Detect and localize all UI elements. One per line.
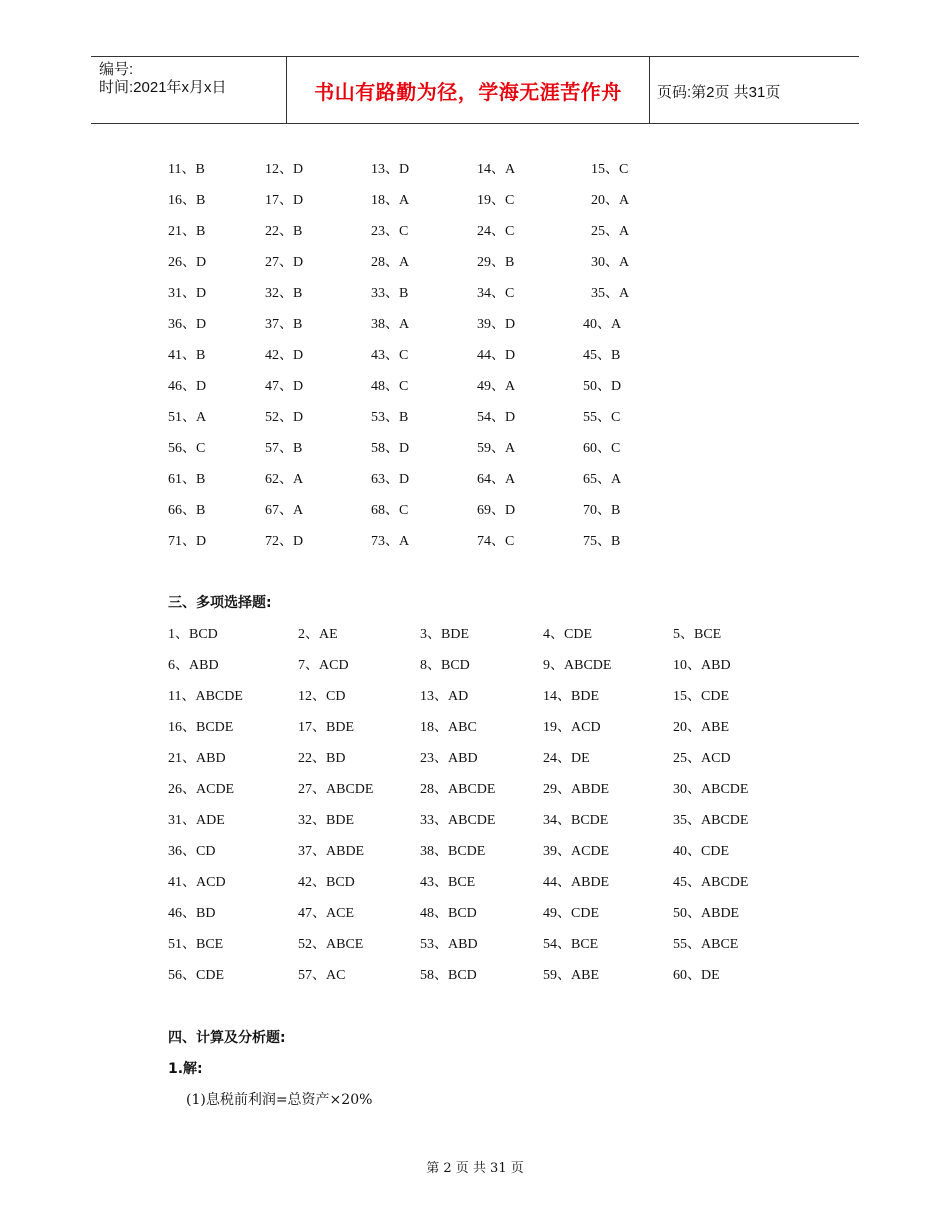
answer-cell: 20、A xyxy=(591,193,630,208)
answer-cell: 50、D xyxy=(583,379,622,394)
answer-cell: 44、D xyxy=(477,348,516,363)
answer-cell: 38、A xyxy=(371,317,410,332)
answer-cell: 54、D xyxy=(477,410,516,425)
answer-cell: 43、BCE xyxy=(420,875,476,890)
answer-cell: 23、ABD xyxy=(420,751,478,766)
answer-cell: 13、D xyxy=(371,162,410,177)
answer-cell: 52、ABCE xyxy=(298,937,364,952)
answer-cell: 28、A xyxy=(371,255,410,270)
answer-cell: 18、A xyxy=(371,193,410,208)
answer-cell: 60、C xyxy=(583,441,621,456)
answer-cell: 54、BCE xyxy=(543,937,599,952)
answer-cell: 30、A xyxy=(591,255,630,270)
answer-cell: 17、D xyxy=(265,193,304,208)
answer-cell: 75、B xyxy=(583,534,621,549)
answer-cell: 21、B xyxy=(168,224,206,239)
answer-cell: 51、A xyxy=(168,410,207,425)
answer-cell: 14、A xyxy=(477,162,516,177)
answer-cell: 30、ABCDE xyxy=(673,782,749,797)
answer-cell: 69、D xyxy=(477,503,516,518)
answer-cell: 38、BCDE xyxy=(420,844,486,859)
header-page-info: 页码:第2页 共31页 xyxy=(657,84,781,101)
answer-cell: 67、A xyxy=(265,503,304,518)
answer-cell: 45、ABCDE xyxy=(673,875,749,890)
answer-cell: 59、ABE xyxy=(543,968,599,983)
multi-choice-heading: 三、多项选择题: xyxy=(168,595,272,611)
answer-cell: 23、C xyxy=(371,224,409,239)
answer-cell: 63、D xyxy=(371,472,410,487)
answer-cell: 42、BCD xyxy=(298,875,355,890)
answer-cell: 46、D xyxy=(168,379,207,394)
answer-cell: 28、ABCDE xyxy=(420,782,496,797)
answer-cell: 61、B xyxy=(168,472,206,487)
answer-cell: 17、BDE xyxy=(298,720,354,735)
answer-cell: 18、ABC xyxy=(420,720,477,735)
answer-cell: 27、ABCDE xyxy=(298,782,374,797)
answer-cell: 32、B xyxy=(265,286,303,301)
answer-cell: 34、C xyxy=(477,286,515,301)
header-motto: 书山有路勤为径，学海无涯苦作舟 xyxy=(314,79,622,104)
answer-cell: 41、ACD xyxy=(168,875,226,890)
answer-cell: 49、A xyxy=(477,379,516,394)
answer-cell: 35、ABCDE xyxy=(673,813,749,828)
answer-cell: 55、ABCE xyxy=(673,937,739,952)
answer-cell: 27、D xyxy=(265,255,304,270)
answer-cell: 40、A xyxy=(583,317,622,332)
answer-cell: 12、CD xyxy=(298,689,346,704)
answer-cell: 56、CDE xyxy=(168,968,224,983)
answer-cell: 13、AD xyxy=(420,689,469,704)
calc-q1-line1: (1)息税前利润=总资产×20% xyxy=(186,1092,373,1108)
answer-cell: 8、BCD xyxy=(420,658,470,673)
answer-cell: 3、BDE xyxy=(420,627,469,642)
header-time-label: 时间:2021年x月x日 xyxy=(99,79,227,96)
answer-cell: 15、CDE xyxy=(673,689,729,704)
answer-cell: 64、A xyxy=(477,472,516,487)
answer-cell: 71、D xyxy=(168,534,207,549)
answer-cell: 1、BCD xyxy=(168,627,218,642)
answer-cell: 2、AE xyxy=(298,627,338,642)
answer-cell: 20、ABE xyxy=(673,720,729,735)
answer-cell: 43、C xyxy=(371,348,409,363)
answer-cell: 60、DE xyxy=(673,968,720,983)
answer-cell: 57、B xyxy=(265,441,303,456)
answer-cell: 9、ABCDE xyxy=(543,658,612,673)
answer-cell: 22、BD xyxy=(298,751,346,766)
header-meta xyxy=(99,61,227,97)
answer-cell: 47、D xyxy=(265,379,304,394)
answer-cell: 39、D xyxy=(477,317,516,332)
answer-cell: 34、BCDE xyxy=(543,813,609,828)
answer-cell: 29、B xyxy=(477,255,515,270)
answer-cell: 50、ABDE xyxy=(673,906,740,921)
answer-cell: 45、B xyxy=(583,348,621,363)
answer-cell: 15、C xyxy=(591,162,629,177)
answer-cell: 33、B xyxy=(371,286,409,301)
answer-cell: 65、A xyxy=(583,472,622,487)
answer-cell: 44、ABDE xyxy=(543,875,610,890)
answer-cell: 37、ABDE xyxy=(298,844,365,859)
answer-cell: 31、D xyxy=(168,286,207,301)
answer-cell: 58、D xyxy=(371,441,410,456)
header-divider-right xyxy=(649,57,650,123)
answer-cell: 47、ACE xyxy=(298,906,354,921)
answer-cell: 10、ABD xyxy=(673,658,731,673)
answer-cell: 41、B xyxy=(168,348,206,363)
answer-cell: 58、BCD xyxy=(420,968,477,983)
answer-cell: 5、BCE xyxy=(673,627,722,642)
page-footer: 第 2 页 共 31 页 xyxy=(426,1161,524,1176)
answer-cell: 12、D xyxy=(265,162,304,177)
answer-cell: 11、B xyxy=(168,162,205,177)
answer-cell: 46、BD xyxy=(168,906,216,921)
answer-cell: 40、CDE xyxy=(673,844,729,859)
answer-cell: 72、D xyxy=(265,534,304,549)
answer-cell: 7、ACD xyxy=(298,658,349,673)
answer-cell: 19、ACD xyxy=(543,720,601,735)
calc-q1-label: 1.解: xyxy=(168,1061,203,1077)
answer-cell: 22、B xyxy=(265,224,303,239)
answer-cell: 6、ABD xyxy=(168,658,219,673)
answer-cell: 11、ABCDE xyxy=(168,689,243,704)
header-code-label: 编号: xyxy=(99,61,134,78)
answer-cell: 36、D xyxy=(168,317,207,332)
answer-cell: 42、D xyxy=(265,348,304,363)
answer-cell: 74、C xyxy=(477,534,515,549)
answer-cell: 35、A xyxy=(591,286,630,301)
answer-cell: 51、BCE xyxy=(168,937,224,952)
page-header xyxy=(91,56,859,124)
answer-cell: 25、A xyxy=(591,224,630,239)
answer-cell: 56、C xyxy=(168,441,206,456)
answer-cell: 32、BDE xyxy=(298,813,354,828)
answer-cell: 4、CDE xyxy=(543,627,592,642)
answer-cell: 16、BCDE xyxy=(168,720,234,735)
answer-cell: 29、ABDE xyxy=(543,782,610,797)
answer-cell: 52、D xyxy=(265,410,304,425)
answer-cell: 36、CD xyxy=(168,844,216,859)
answer-cell: 19、C xyxy=(477,193,515,208)
answer-cell: 57、AC xyxy=(298,968,346,983)
answer-cell: 70、B xyxy=(583,503,621,518)
answer-cell: 48、BCD xyxy=(420,906,477,921)
answer-cell: 26、ACDE xyxy=(168,782,235,797)
answer-cell: 37、B xyxy=(265,317,303,332)
answer-cell: 62、A xyxy=(265,472,304,487)
answer-cell: 39、ACDE xyxy=(543,844,610,859)
answer-cell: 48、C xyxy=(371,379,409,394)
answer-cell: 14、BDE xyxy=(543,689,599,704)
answer-cell: 53、B xyxy=(371,410,409,425)
answer-cell: 21、ABD xyxy=(168,751,226,766)
answer-cell: 31、ADE xyxy=(168,813,225,828)
answer-cell: 59、A xyxy=(477,441,516,456)
answer-cell: 68、C xyxy=(371,503,409,518)
answer-cell: 26、D xyxy=(168,255,207,270)
answer-cell: 16、B xyxy=(168,193,206,208)
answer-cell: 24、C xyxy=(477,224,515,239)
answer-cell: 33、ABCDE xyxy=(420,813,496,828)
answer-cell: 55、C xyxy=(583,410,621,425)
answer-cell: 25、ACD xyxy=(673,751,731,766)
calc-heading: 四、计算及分析题: xyxy=(168,1030,286,1046)
answer-cell: 49、CDE xyxy=(543,906,599,921)
answer-cell: 73、A xyxy=(371,534,410,549)
answer-cell: 66、B xyxy=(168,503,206,518)
answer-cell: 53、ABD xyxy=(420,937,478,952)
answer-cell: 24、DE xyxy=(543,751,590,766)
